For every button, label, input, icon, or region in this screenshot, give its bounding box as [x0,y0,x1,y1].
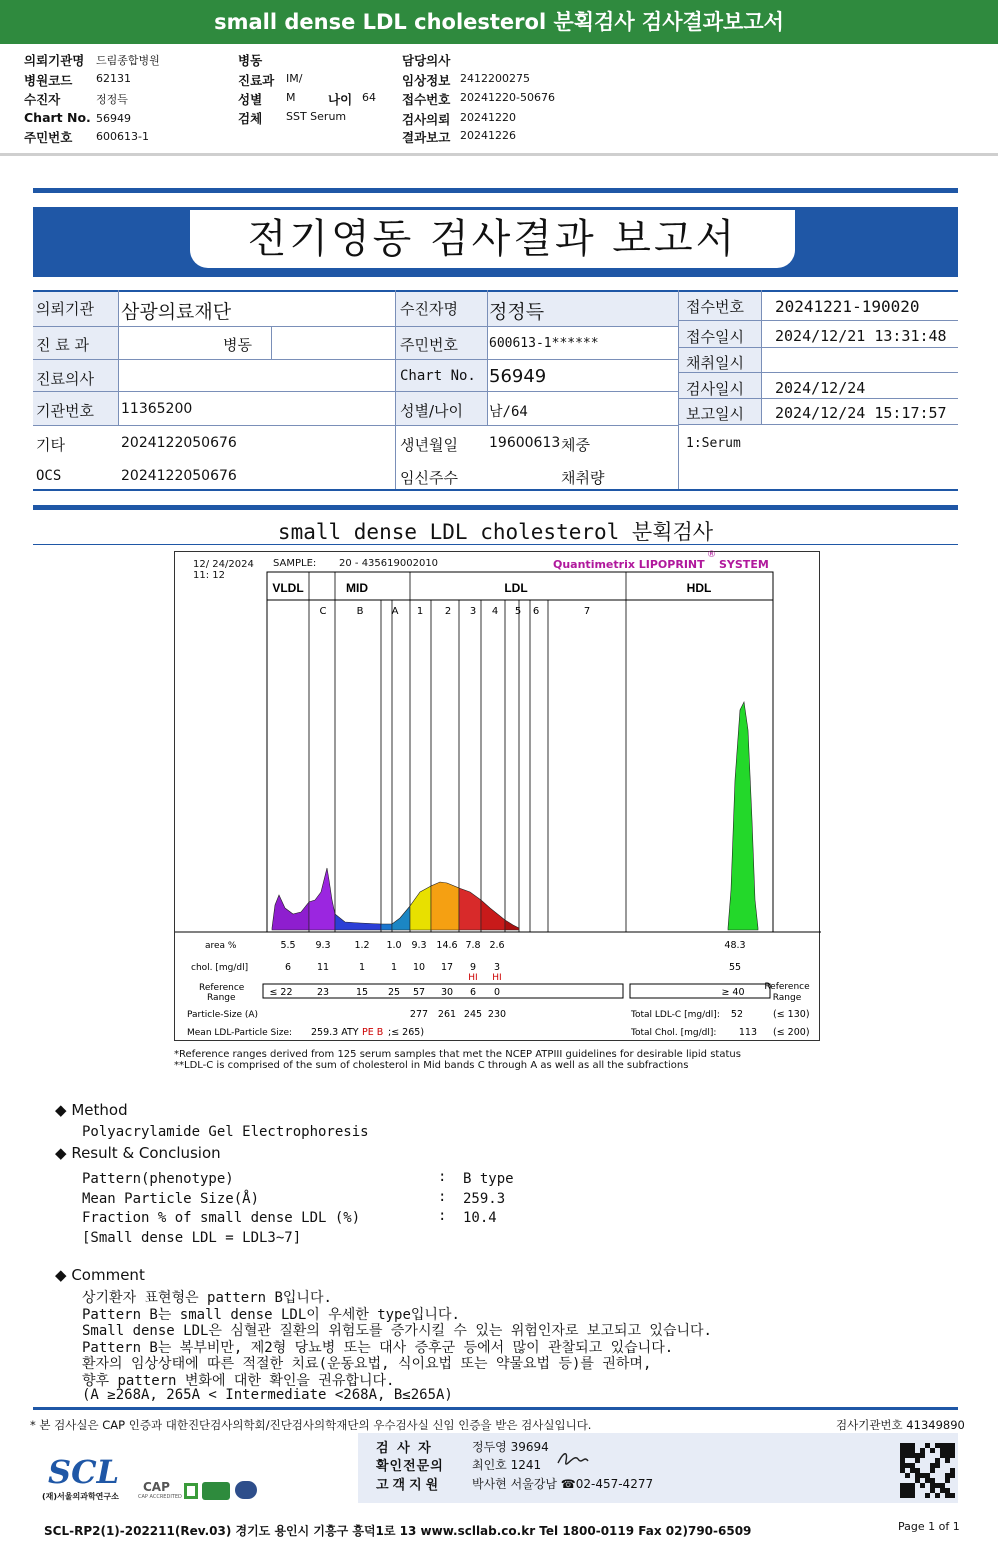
ldl6-area [505,920,519,930]
staff-name: 박사현 서울강남 ☎02-457-4277 [472,1477,654,1491]
ref-label: Reference [764,982,810,992]
staff-name: 최인호 1241 [472,1458,542,1472]
info-value: 삼광의료재단 [121,301,232,323]
result-label: Pattern(phenotype) [82,1171,234,1187]
patient-header [0,44,998,156]
band-label: 5 [514,606,522,617]
info-label: 성별/나이 [400,402,464,420]
chol-value: 10 [412,962,426,973]
vldl-peak [272,895,309,930]
diamond-icon: ◆ [55,1101,67,1119]
area-value: 14.6 [436,940,458,951]
header-label: 나이 [328,92,353,107]
cert-note: * 본 검사실은 CAP 인증과 대한진단검사의학회/진단검사의학재단의 우수검사실 신임 인증을 받은 검사실입니다. [30,1418,592,1432]
result-label: Fraction % of small dense LDL (%) [82,1210,361,1226]
info-label: 생년월일 [400,436,458,454]
psize-value: 245 [463,1009,483,1020]
cert-logo [202,1482,230,1500]
area-value: 1.2 [354,940,370,951]
header-value: 2412200275 [460,72,530,85]
chart-date: 12/ 24/2024 [193,559,254,570]
mean-value: 259.3 ATY [311,1027,359,1038]
info-label: 보고일시 [686,405,744,423]
result-value: 259.3 [463,1191,506,1207]
header-label: 병동 [238,53,263,68]
info-label: 임신주수 [400,469,458,487]
footer-rule [33,1407,958,1410]
area-value: 9.3 [411,940,427,951]
chol-value: 3 [493,962,501,973]
header-label: 담당의사 [402,53,451,68]
report-title: 전기영동 검사결과 보고서 [190,210,795,268]
section-underline [33,544,958,545]
row-label: chol. [mg/dl] [191,963,249,973]
ref-value: 6 [469,987,477,998]
info-value: 2024122050676 [121,435,237,451]
ldl5-area [481,900,505,930]
plot-frame [267,572,773,932]
total-label: Total LDL-C [mg/dl]: [631,1010,720,1020]
page-number: Page 1 of 1 [898,1520,960,1533]
info-value: 2024/12/24 [775,379,866,397]
ref-value: 23 [316,987,330,998]
header-value: 20241226 [460,129,516,142]
report-banner: small dense LDL cholesterol 분획검사 검사결과보고서 [0,0,998,44]
info-value: 11365200 [121,401,193,417]
info-value: 20241221-190020 [775,297,920,316]
comment-line: 환자의 임상상태에 따른 적절한 치료(운동요법, 식이요법 또는 약물요법 등)를 권하며, [82,1356,652,1372]
header-label: 진료과 [238,73,275,88]
ref-label: Range [772,993,802,1003]
header-value: 드림종합병원 [96,54,160,67]
row-label: Mean LDL-Particle Size: [187,1028,293,1038]
info-label: 주민번호 [400,336,458,354]
header-label: 결과보고 [402,130,451,145]
ldl4-area [459,888,481,930]
ref-value: 0 [493,987,501,998]
cap-logo: CAP [143,1480,170,1494]
info-value: 2024/12/21 13:31:48 [775,327,947,345]
brand-label-2: SYSTEM [719,558,769,571]
ref-value: ≤ 22 [269,987,293,998]
chart-plot [175,552,821,1042]
result-label: Mean Particle Size(Å) [82,1191,260,1207]
comment-title: Comment [71,1266,145,1284]
band-label: 4 [491,606,499,617]
comment-line: 상기환자 표현형은 pattern B입니다. [82,1290,332,1306]
info-label: Chart No. [400,368,476,384]
result-note: [Small dense LDL = LDL3~7] [82,1230,302,1246]
sample-label: SAMPLE: [273,558,317,569]
band-label: 6 [532,606,540,617]
hdl-peak [728,702,758,930]
chol-value: 17 [440,962,454,973]
psize-value: 277 [409,1009,429,1020]
chol-value: 1 [390,962,398,973]
chart-time: 11: 12 [193,570,225,581]
chol-value: 6 [284,962,292,973]
area-value: 2.6 [489,940,505,951]
group-label: LDL [504,581,528,595]
info-label: 채취일시 [686,354,744,372]
header-label: 주민번호 [24,130,73,145]
mean-ref: ;≤ 265) [388,1027,425,1038]
scl-logo: SCL [48,1453,120,1491]
total-ref: (≤ 130) [773,1009,810,1020]
footnote: *Reference ranges derived from 125 serum samples that met the NCEP ATPIII guidelines for desirable lipid status [174,1049,741,1060]
header-value: 20241220 [460,111,516,124]
comment-line: Pattern B는 복부비만, 제2형 당뇨병 또는 대사 증후군 등에서 많이 관찰되고 있습니다. [82,1340,674,1356]
band-label: A [391,606,399,617]
total-value: 52 [730,1009,743,1020]
band-label: B [356,606,364,617]
ref-value: 57 [412,987,426,998]
chol-value: 1 [358,962,366,973]
header-value: M [286,91,296,104]
info-label: 채취량 [561,469,605,487]
band-label: C [319,606,327,617]
header-value: 정정득 [96,93,128,106]
area-value: 9.3 [315,940,331,951]
ldl3-area [431,882,459,930]
info-label: 접수일시 [686,328,744,346]
staff-role: 고객지원 [376,1478,443,1493]
mid-a-peak [381,924,392,930]
footer-address: SCL-RP2(1)-202211(Rev.03) 경기도 용인시 기흥구 흥덕1로 13 www.scllab.co.kr Tel 1800-0119 Fax 02)790-6509 [44,1524,752,1538]
area-value: 48.3 [724,940,746,951]
header-value: IM/ [286,72,303,85]
header-label: 접수번호 [402,92,451,107]
group-label: MID [346,581,368,595]
ldl2-area [410,886,431,930]
band-label: 1 [416,606,424,617]
brand-label: Quantimetrix LIPOPRINT [553,558,705,571]
method-text: Polyacrylamide Gel Electrophoresis [82,1124,369,1140]
result-value: 10.4 [463,1210,497,1226]
mid-b-peak [335,914,381,930]
psize-value: 230 [487,1009,507,1020]
method-heading [55,1101,128,1119]
header-value: 600613-1 [96,130,149,143]
chol-value: 9 [469,962,477,973]
result-colon: : [438,1189,447,1205]
total-value: 113 [738,1027,757,1038]
staff-role: 검 사 자 [376,1441,433,1456]
comment-heading [55,1266,145,1284]
row-label: Range [207,993,236,1003]
info-label: 검사일시 [686,380,744,398]
header-label: 수진자 [24,92,61,107]
info-value: 56949 [489,366,547,387]
scl-logo-caption: (재)서울의과학연구소 [42,1492,119,1501]
row-label: Reference [199,983,245,993]
header-value: 56949 [96,112,131,125]
sample-value: 20 - 435619002010 [339,558,439,569]
total-label: Total Chol. [mg/dl]: [631,1028,717,1038]
qr-code-icon [900,1443,955,1498]
band-label: 3 [469,606,477,617]
info-label: 기관번호 [36,402,94,420]
ref-value: 30 [440,987,454,998]
info-label: OCS [36,468,62,484]
diamond-icon: ◆ [55,1266,67,1284]
row-label: area % [205,941,237,951]
band-label: 2 [444,606,452,617]
diamond-icon: ◆ [55,1144,67,1162]
info-value: 2024/12/24 15:17:57 [775,404,947,422]
info-label: 접수번호 [686,298,744,316]
area-value: 5.5 [280,940,296,951]
ref-box-hdl [630,984,770,998]
title-rule [33,188,958,193]
header-value: 62131 [96,72,131,85]
chol-value: 55 [728,962,742,973]
header-label: 검체 [238,111,263,126]
result-title: Result & Conclusion [71,1144,221,1162]
staff-name: 정두영 39694 [472,1440,549,1454]
header-label: 의뢰기관명 [24,53,85,68]
info-label: 체중 [561,436,590,454]
method-title: Method [71,1101,128,1119]
psize-value: 261 [437,1009,457,1020]
area-value: 1.0 [386,940,402,951]
ref-value: 25 [387,987,401,998]
info-label: 진료의사 [36,370,94,388]
area-value: 7.8 [465,940,481,951]
cap-caption: CAP ACCREDITED [138,1494,182,1500]
section-rule [33,505,958,510]
header-label: 검사의뢰 [402,112,451,127]
header-value: 20241220-50676 [460,91,555,104]
header-value: SST Serum [286,110,347,123]
brand-mark: ® [707,550,716,560]
cert-logo [184,1483,198,1499]
hi-flag: HI [492,973,502,983]
header-label: 임상정보 [402,73,451,88]
lab-number: 검사기관번호 41349890 [836,1418,965,1432]
row-label: Particle-Size (A) [187,1010,259,1020]
comment-line: 향후 pattern 변화에 대한 확인을 권유합니다. [82,1373,395,1389]
footnote: **LDL-C is comprised of the sum of cholesterol in Mid bands C through A as well as all the subfractions [174,1060,689,1071]
info-table [33,290,958,490]
chol-value: 11 [316,962,330,973]
info-label: 진 료 과 [36,336,90,354]
info-value: 600613-1****** [489,336,599,351]
result-value: B type [463,1171,514,1187]
info-value: 2024122050676 [121,468,237,484]
result-colon: : [438,1169,447,1185]
mid-c-peak [309,868,335,930]
mean-type: PE B [362,1027,384,1038]
signature [556,1449,590,1467]
ref-value: 15 [355,987,369,998]
info-value: 19600613 [489,435,561,451]
ref-value: ≥ 40 [721,987,745,998]
lipoprint-chart [174,551,820,1041]
result-heading [55,1144,221,1162]
group-label: VLDL [272,581,304,595]
cert-logo [235,1481,257,1499]
info-value: 1:Serum [686,436,741,451]
section-title: small dense LDL cholesterol 분획검사 [277,520,714,544]
staff-role: 확인전문의 [376,1459,444,1474]
band-label: 7 [583,606,591,617]
info-label: 의뢰기관 [36,300,94,318]
comment-line: Small dense LDL은 심혈관 질환의 위험도를 증가시킬 수 있는 위험인자로 보고되고 있습니다. [82,1323,712,1339]
result-colon: : [438,1208,447,1224]
info-label: 기타 [36,436,65,454]
comment-line: Pattern B는 small dense LDL이 우세한 type입니다. [82,1307,460,1323]
header-value: 64 [362,91,376,104]
header-label: Chart No. [24,110,91,125]
ldl1-area [392,906,410,930]
comment-line: (A ≥268A, 265A < Intermediate <268A, B≤265A) [82,1387,453,1403]
info-value: 병동 [223,336,252,354]
total-ref: (≤ 200) [773,1027,810,1038]
info-label: 수진자명 [400,300,458,318]
info-value: 남/64 [489,404,528,420]
header-label: 병원코드 [24,73,73,88]
hi-flag: HI [468,973,478,983]
group-label: HDL [686,581,712,595]
info-value: 정정득 [489,301,545,323]
header-label: 성별 [238,92,263,107]
